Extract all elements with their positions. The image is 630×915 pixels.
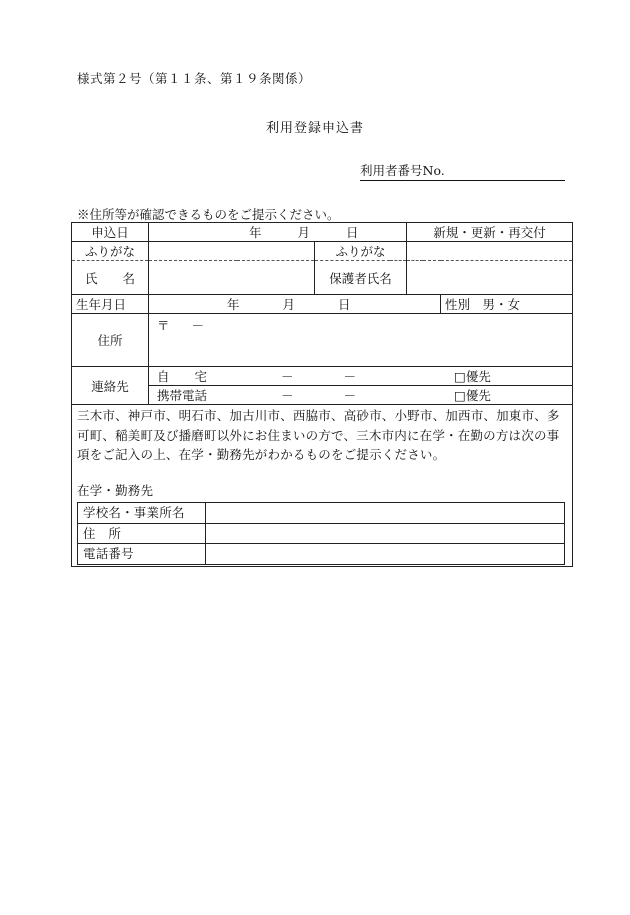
mobile-phone-dashes: － －: [281, 388, 357, 403]
contact-label: 連絡先: [72, 367, 149, 405]
month-label: 月: [297, 225, 311, 240]
school-address-field[interactable]: [206, 523, 565, 544]
eligibility-note: 三木市、神戸市、明石市、加古川市、西脇市、高砂市、小野市、加西市、加東市、多可町、稲美町及び播磨町以外にお住まいの方で、三木市内に在学・在勤の方は次の事項をご記入の上、在学・勤務先がわかるものをご提示ください。: [77, 408, 560, 462]
application-type-options[interactable]: 新規・更新・再交付: [407, 223, 573, 242]
birth-year-label: 年: [227, 297, 240, 312]
address-row: [72, 314, 573, 367]
year-label: 年: [249, 225, 262, 240]
form-number: 様式第２号（第１１条、第１９条関係）: [77, 71, 312, 86]
birthdate-field[interactable]: [149, 295, 441, 314]
guardian-name-field[interactable]: [407, 261, 573, 295]
home-phone-row: [72, 367, 573, 386]
home-phone-field[interactable]: [149, 367, 573, 386]
address-label: 住所: [72, 314, 149, 367]
home-priority-checkbox[interactable]: □優先: [454, 369, 491, 384]
registration-form: [71, 222, 573, 567]
birthdate-label: 生年月日: [72, 295, 149, 314]
document-title: 利用登録申込書: [265, 121, 364, 136]
school-address-row: [78, 523, 565, 544]
eligibility-section: [72, 405, 573, 567]
guardian-furigana-field[interactable]: [407, 242, 573, 261]
guardian-furigana-label: ふりがな: [315, 242, 407, 261]
name-label: 氏 名: [72, 261, 149, 295]
postal-mark: 〒: [157, 318, 170, 333]
day-label: 日: [346, 225, 359, 240]
id-notice: ※住所等が確認できるものをご提示ください。: [77, 207, 340, 222]
postal-dash: －: [191, 318, 205, 333]
school-name-row: [78, 503, 565, 524]
school-phone-row: [78, 544, 565, 565]
address-field[interactable]: [149, 314, 573, 367]
mobile-phone-label: 携帯電話: [157, 388, 208, 403]
name-field[interactable]: [149, 261, 315, 295]
school-name-label: 学校名・事業所名: [78, 503, 206, 524]
furigana-field[interactable]: [149, 242, 315, 261]
gender-field[interactable]: 性別 男・女: [441, 295, 573, 314]
school-name-field[interactable]: [206, 503, 565, 524]
furigana-row: [72, 242, 573, 261]
mobile-priority-checkbox[interactable]: □優先: [454, 388, 491, 403]
mobile-phone-field[interactable]: [149, 386, 573, 405]
application-date-row: [72, 223, 573, 242]
user-number-field[interactable]: 利用者番号No.: [360, 161, 565, 181]
guardian-name-label: 保護者氏名: [315, 261, 407, 295]
eligibility-row: [72, 405, 573, 567]
school-phone-field[interactable]: [206, 544, 565, 565]
birthdate-row: [72, 295, 573, 314]
birth-month-label: 月: [282, 297, 296, 312]
school-phone-label: 電話番号: [78, 544, 206, 565]
home-phone-label: 自 宅: [157, 369, 208, 384]
school-work-table: [77, 502, 565, 565]
application-date-label: 申込日: [72, 223, 149, 242]
birth-day-label: 日: [338, 297, 351, 312]
school-address-label: 住 所: [78, 523, 206, 544]
home-phone-dashes: － －: [281, 369, 357, 384]
furigana-label: ふりがな: [72, 242, 149, 261]
school-work-heading: 在学・勤務先: [77, 482, 154, 498]
name-row: [72, 261, 573, 295]
application-date-field[interactable]: [149, 223, 407, 242]
